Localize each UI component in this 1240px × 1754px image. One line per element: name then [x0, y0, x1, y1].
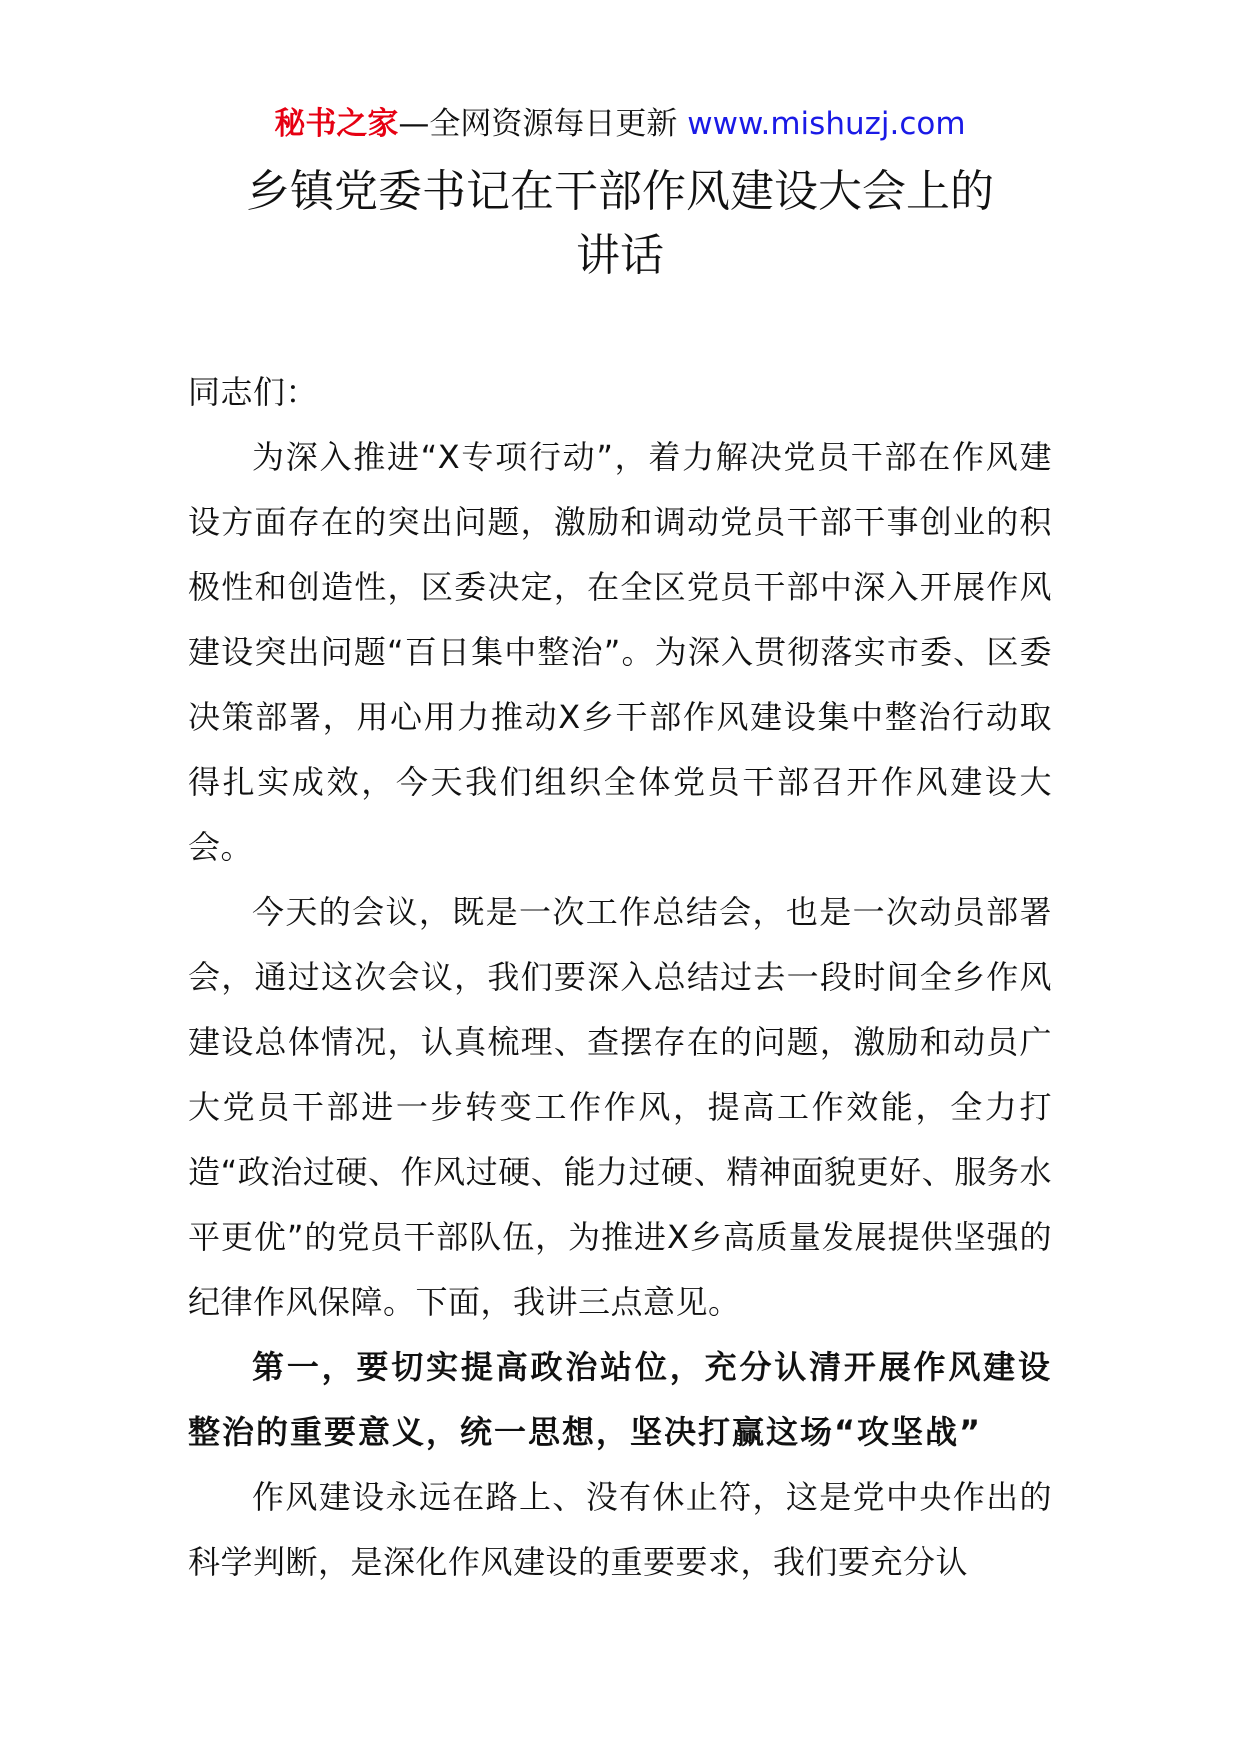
salutation: 同志们： [188, 373, 319, 411]
section-heading-1: 第一，要切实提高政治站位，充分认清开展作风建设整治的重要意义，统一思想，坚决打赢这场“攻坚战” [188, 1348, 1052, 1451]
title-line-2: 讲话 [576, 230, 664, 281]
body-paragraph-2: 今天的会议，既是一次工作总结会，也是一次动员部署会，通过这次会议，我们要深入总结过去一段时间全乡作风建设总体情况，认真梳理、查摆存在的问题，激励和动员广大党员干部进一步转变工作作风，提高工作效能，全力打造“政治过硬、作风过硬、能力过硬、精神面貌更好、服务水平更优”的党员干部队伍，为推进X乡高质量发展提供坚强的纪律作风保障。下面，我讲三点意见。 [188, 893, 1052, 1321]
document-title [0, 160, 1240, 288]
site-url-link[interactable]: www.mishuzj.com [687, 106, 966, 142]
body-paragraph-1: 为深入推进“X专项行动”，着力解决党员干部在作风建设方面存在的突出问题，激励和调动党员干部干事创业的积极性和创造性，区委决定，在全区党员干部中深入开展作风建设突出问题“百日集中整治”。为深入贯彻落实市委、区委决策部署，用心用力推动X乡干部作风建设集中整治行动取得扎实成效，今天我们组织全体党员干部召开作风建设大会。 [188, 438, 1052, 866]
brand-name: 秘书之家 [274, 106, 399, 142]
site-header [0, 104, 1240, 144]
body-paragraph-3: 作风建设永远在路上、没有休止符，这是党中央作出的科学判断，是深化作风建设的重要要求，我们要充分认 [188, 1478, 1052, 1581]
header-tagline: —全网资源每日更新 [398, 106, 688, 142]
title-line-1: 乡镇党委书记在干部作风建设大会上的 [246, 166, 994, 217]
document-body [188, 360, 1052, 1595]
